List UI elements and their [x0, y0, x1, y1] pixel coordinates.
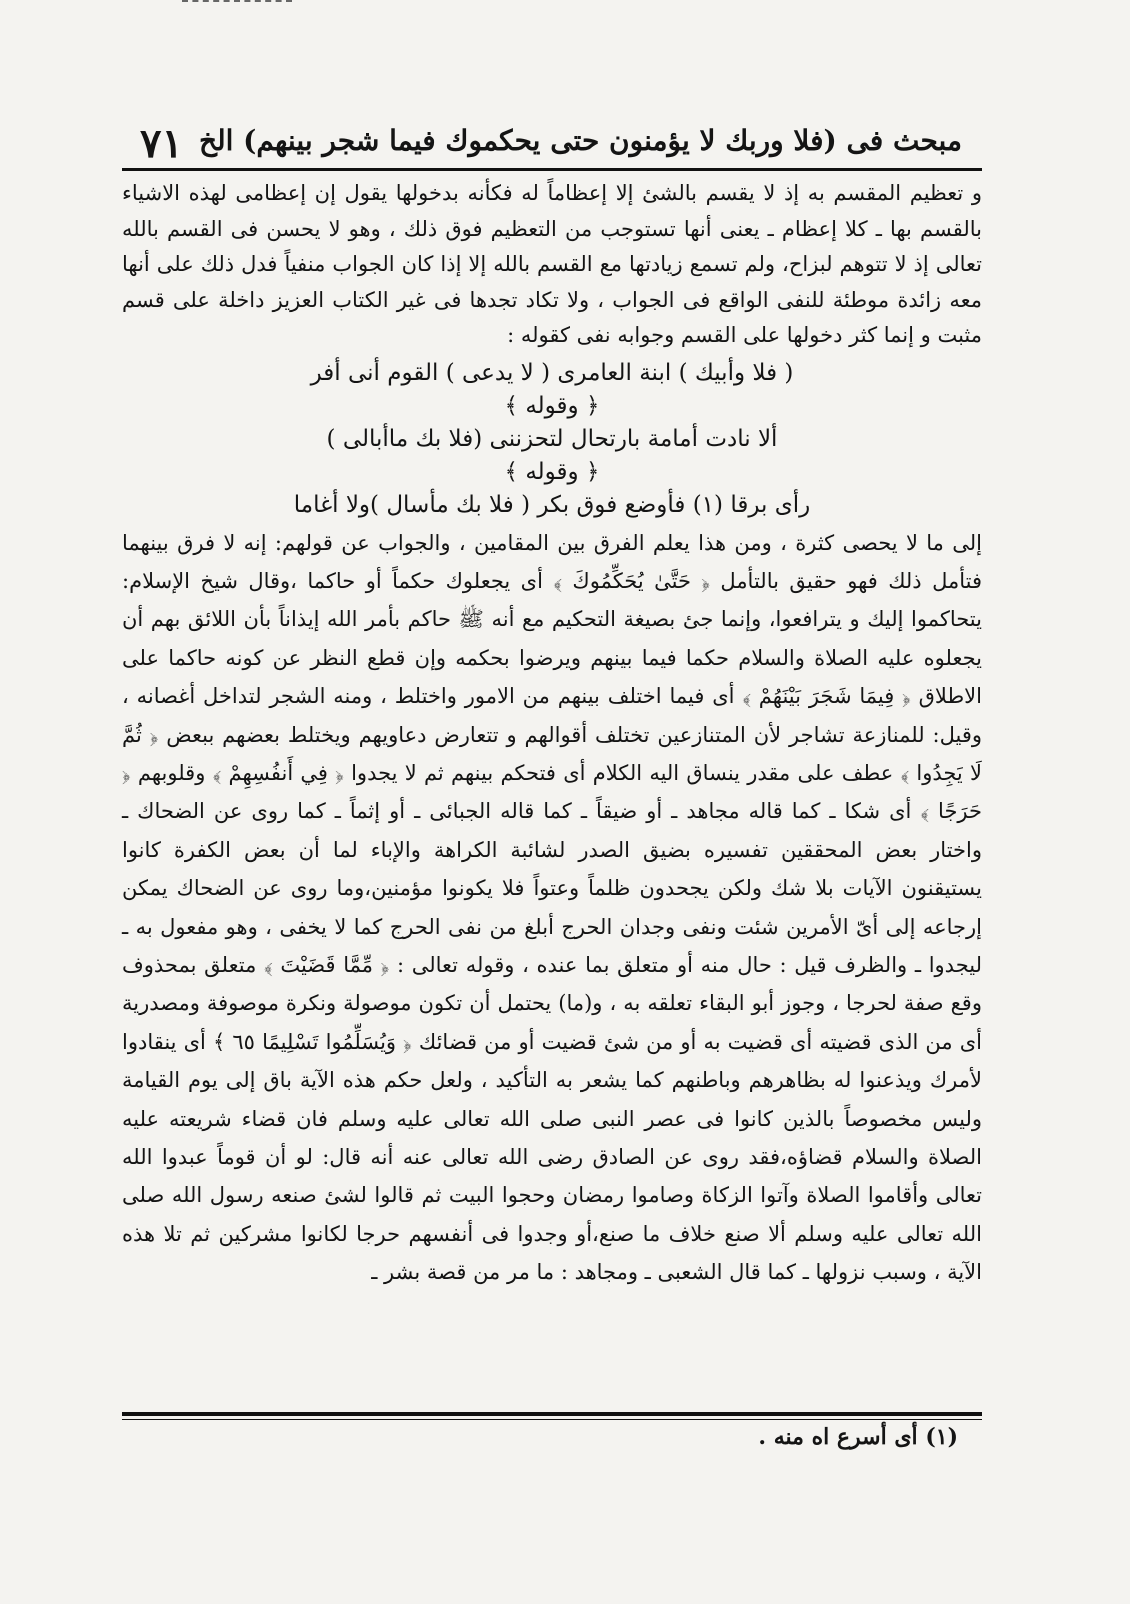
poetry-citations: [122, 356, 982, 522]
page-number: ٧١: [140, 120, 183, 167]
verse-line: ( فلا وأبيك ) ابنة العامرى ( لا يدعى ) القوم أنى أفر: [310, 359, 794, 386]
page-header: [122, 120, 982, 168]
footnote-rule-thin: [122, 1419, 982, 1420]
verse-line: ألا نادت أمامة بارتحال لتحزننى (فلا بك ماأبالى ): [326, 425, 778, 452]
footnote: (١) أى أسرع اه منه .: [758, 1424, 958, 1450]
paragraph-intro: و تعظيم المقسم به إذ لا يقسم بالشئ إلا إعظاماً له فكأنه بدخولها يقول إن إعظامى لهذه الاشياء بالقسم بها ـ كلا إعظام ـ يعنى أنها تستوجب من التعظيم فوق ذلك ، وهو لا يحسن فى القسم بالله تعالى إذ لا تتوهم لبزاح، ولم تسمع زيادتها مع القسم بالله إلا إذا كان الجواب منفياً فدل ذلك على أنها معه زائدة موطئة للنفى الواقع فى الجواب ، ولا تكاد تجدها فى غير الكتاب العزيز داخلة على قسم مثبت و إنما كثر دخولها على القسم وجوابه نفى كقوله :: [122, 181, 982, 347]
paragraph-commentary: إلى ما لا يحصى كثرة ، ومن هذا يعلم الفرق بين المقامين ، والجواب عن قولهم: إنه لا فرق بينهما فتأمل ذلك فهو حقيق بالتأمل ﴿ حَتَّىٰ يُحَكِّمُوكَ ﴾ أى يجعلوك حكماً أو حاكما ،وقال شيخ الإسلام: يتحاكموا إليك و يترافعوا، وإنما جئ بصيغة التحكيم مع أنه ﷺ حاكم بأمر الله إيذاناً بأن اللائق بهم أن يجعلوه عليه الصلاة والسلام حكما فيما بينهم ويرضوا بحكمه وإن قطع النظر عن كونه حاكما على الاطلاق ﴿ فِيمَا شَجَرَ بَيْنَهُمْ ﴾ أى فيما اختلف بينهم من الامور واختلط ، ومنه الشجر لتداخل أغصانه ، وقيل: للمنازعة تشاجر لأن المتنازعين تختلف أقوالهم و تتعارض دعاويهم ويختلط بعضهم ببعض ﴿ ثُمَّ لَا يَجِدُوا ﴾ عطف على مقدر ينساق اليه الكلام أى فتحكم بينهم ثم لا يجدوا ﴿ فِي أَنفُسِهِمْ ﴾ وقلوبهم ﴿ حَرَجًا ﴾ أى شكا ـ كما قاله مجاهد ـ أو ضيقاً ـ كما قاله الجبائى ـ أو إثماً ـ كما روى عن الضحاك ـ واختار بعض المحققين تفسيره بضيق الصدر لشائبة الكراهة والإباء لما أن بعض الكفرة كانوا يستيقنون الآيات بلا شك ولكن يجحدون ظلماً وعتواً فلا يكونوا مؤمنين،وما روى عن الضحاك يمكن إرجاعه إلى أىّ الأمرين شئت ونفى وجدان الحرج أبلغ من نفى الحرج كما لا يخفى ، وهو مفعول به ـ ليجدوا ـ والظرف قيل : حال منه أو متعلق بما عنده ، وقوله تعالى : ﴿ مِّمَّا قَضَيْتَ ﴾ متعلق بمحذوف وقع صفة لحرجا ، وجوز أبو البقاء تعلقه به ، و(ما) يحتمل أن تكون موصولة ونكرة موصوفة ومصدرية أى من الذى قضيته أى قضيت به أو من شئ قضيت أو من قضائك ﴿ وَيُسَلِّمُوا تَسْلِيمًا ٦٥ ﴾ أى ينقادوا لأمرك ويذعنوا له بظاهرهم وباطنهم كما يشعر به التأكيد ، ولعل حكم هذه الآية باق إلى يوم القيامة وليس مخصوصاً بالذين كانوا فى عصر النبى صلى الله تعالى عليه وسلم فان قضاء شريعته عليه الصلاة والسلام قضاؤه،فقد روى عن الصادق رضى الله تعالى عنه أنه قال: لو أن قوماً عبدوا الله تعالى وأقاموا الصلاة وآتوا الزكاة وصاموا رمضان وحجوا البيت ثم قالوا لشئ صنعه رسول الله صلى الله تعالى عليه وسلم ألا صنع خلاف ما صنع،أو وجدوا فى أنفسهم حرجا لكانوا مشركين ثم تلا هذه الآية ، وسبب نزولها ـ كما قال الشعبى ـ ومجاهد : ما مر من قصة بشر ـ: [122, 530, 982, 1285]
verse-line: رأى برقا (١) فأوضع فوق بكر ( فلا بك مأسال )ولا أغاما: [293, 491, 811, 518]
footnote-rule-thick: [122, 1412, 982, 1416]
verse-intro-label: ﴿ وقوله ﴾: [504, 392, 600, 419]
verse-intro-label: ﴿ وقوله ﴾: [504, 458, 600, 485]
running-title: مبحث فى (فلا وربك لا يؤمنون حتى يحكموك فيما شجر بينهم) الخ: [199, 124, 962, 157]
main-text: [122, 176, 982, 1292]
header-rule: [122, 168, 982, 171]
scan-edge-mark: [182, 0, 292, 2]
